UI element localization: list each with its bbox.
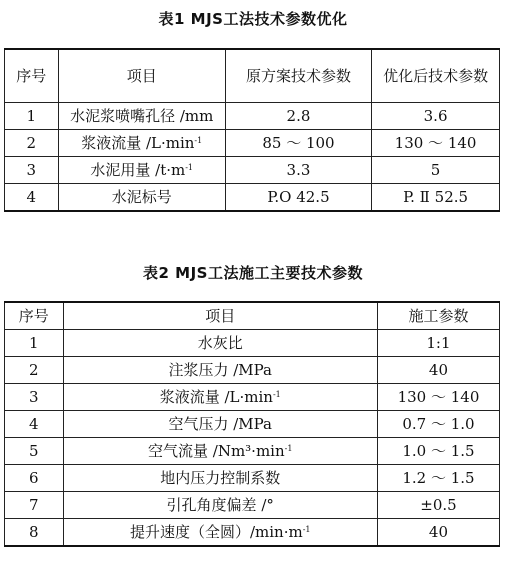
row-optimized: 5 <box>372 157 500 184</box>
table2 <box>4 301 500 547</box>
row-optimized: P. Ⅱ 52.5 <box>372 184 500 212</box>
row-value: 0.7 ～ 1.0 <box>377 411 499 438</box>
row-value: 130 ～ 140 <box>377 384 499 411</box>
row-item: 提升速度（全圆）$/\min\cdot m^{-1}$ <box>63 519 377 547</box>
table-row <box>5 157 500 184</box>
row-item: 浆液流量 $/L\cdot\min^{-1}$ <box>63 384 377 411</box>
row-item: 水灰比 <box>63 330 377 357</box>
row-item: 浆液流量 $/L\cdot\min^{-1}$ <box>58 130 225 157</box>
table2-header-row <box>5 302 500 330</box>
row-no: 4 <box>5 184 59 212</box>
table1-caption: 表1 MJS工法技术参数优化 <box>158 10 348 28</box>
row-value: 40 <box>377 357 499 384</box>
row-no: 4 <box>5 411 64 438</box>
row-optimized: 130 ～ 140 <box>372 130 500 157</box>
row-original: 85 ～ 100 <box>225 130 371 157</box>
table-row <box>5 184 500 212</box>
table-row <box>5 411 500 438</box>
row-item: 引孔角度偏差 /° <box>63 492 377 519</box>
table2-header-item: 项目 <box>63 302 377 330</box>
table-row <box>5 384 500 411</box>
table2-header-no: 序号 <box>5 302 64 330</box>
row-value: ±0.5 <box>377 492 499 519</box>
table1-header-optimized: 优化后技术参数 <box>372 49 500 103</box>
table-row <box>5 330 500 357</box>
row-no: 2 <box>5 357 64 384</box>
table2-caption: 表2 MJS工法施工主要技术参数 <box>143 264 363 282</box>
table1-header-item: 项目 <box>58 49 225 103</box>
row-value: 1:1 <box>377 330 499 357</box>
row-no: 7 <box>5 492 64 519</box>
table1-header-row <box>5 49 500 103</box>
row-value: 40 <box>377 519 499 547</box>
table-row <box>5 465 500 492</box>
row-value: 1.2 ～ 1.5 <box>377 465 499 492</box>
row-no: 3 <box>5 384 64 411</box>
row-original: P.O 42.5 <box>225 184 371 212</box>
table2-header-param: 施工参数 <box>377 302 499 330</box>
row-no: 3 <box>5 157 59 184</box>
table1-header-original: 原方案技术参数 <box>225 49 371 103</box>
table-row <box>5 438 500 465</box>
row-item: 水泥浆喷嘴孔径 /mm <box>58 103 225 130</box>
row-optimized: 3.6 <box>372 103 500 130</box>
table-row <box>5 130 500 157</box>
row-no: 6 <box>5 465 64 492</box>
row-item: 地内压力控制系数 <box>63 465 377 492</box>
row-item: 空气压力 /MPa <box>63 411 377 438</box>
row-original: 2.8 <box>225 103 371 130</box>
table1-header-no: 序号 <box>5 49 59 103</box>
table1 <box>4 48 500 212</box>
row-value: 1.0 ～ 1.5 <box>377 438 499 465</box>
table-row <box>5 492 500 519</box>
row-no: 5 <box>5 438 64 465</box>
row-item: 注浆压力 /MPa <box>63 357 377 384</box>
row-item: 水泥标号 <box>58 184 225 212</box>
row-item: 空气流量 $/Nm^3\cdot\min^{-1}$ <box>63 438 377 465</box>
row-no: 1 <box>5 103 59 130</box>
row-no: 2 <box>5 130 59 157</box>
row-original: 3.3 <box>225 157 371 184</box>
table-row <box>5 103 500 130</box>
table-row <box>5 519 500 547</box>
row-no: 1 <box>5 330 64 357</box>
table-row <box>5 357 500 384</box>
row-no: 8 <box>5 519 64 547</box>
row-item: 水泥用量 $/t\cdot m^{-1}$ <box>58 157 225 184</box>
